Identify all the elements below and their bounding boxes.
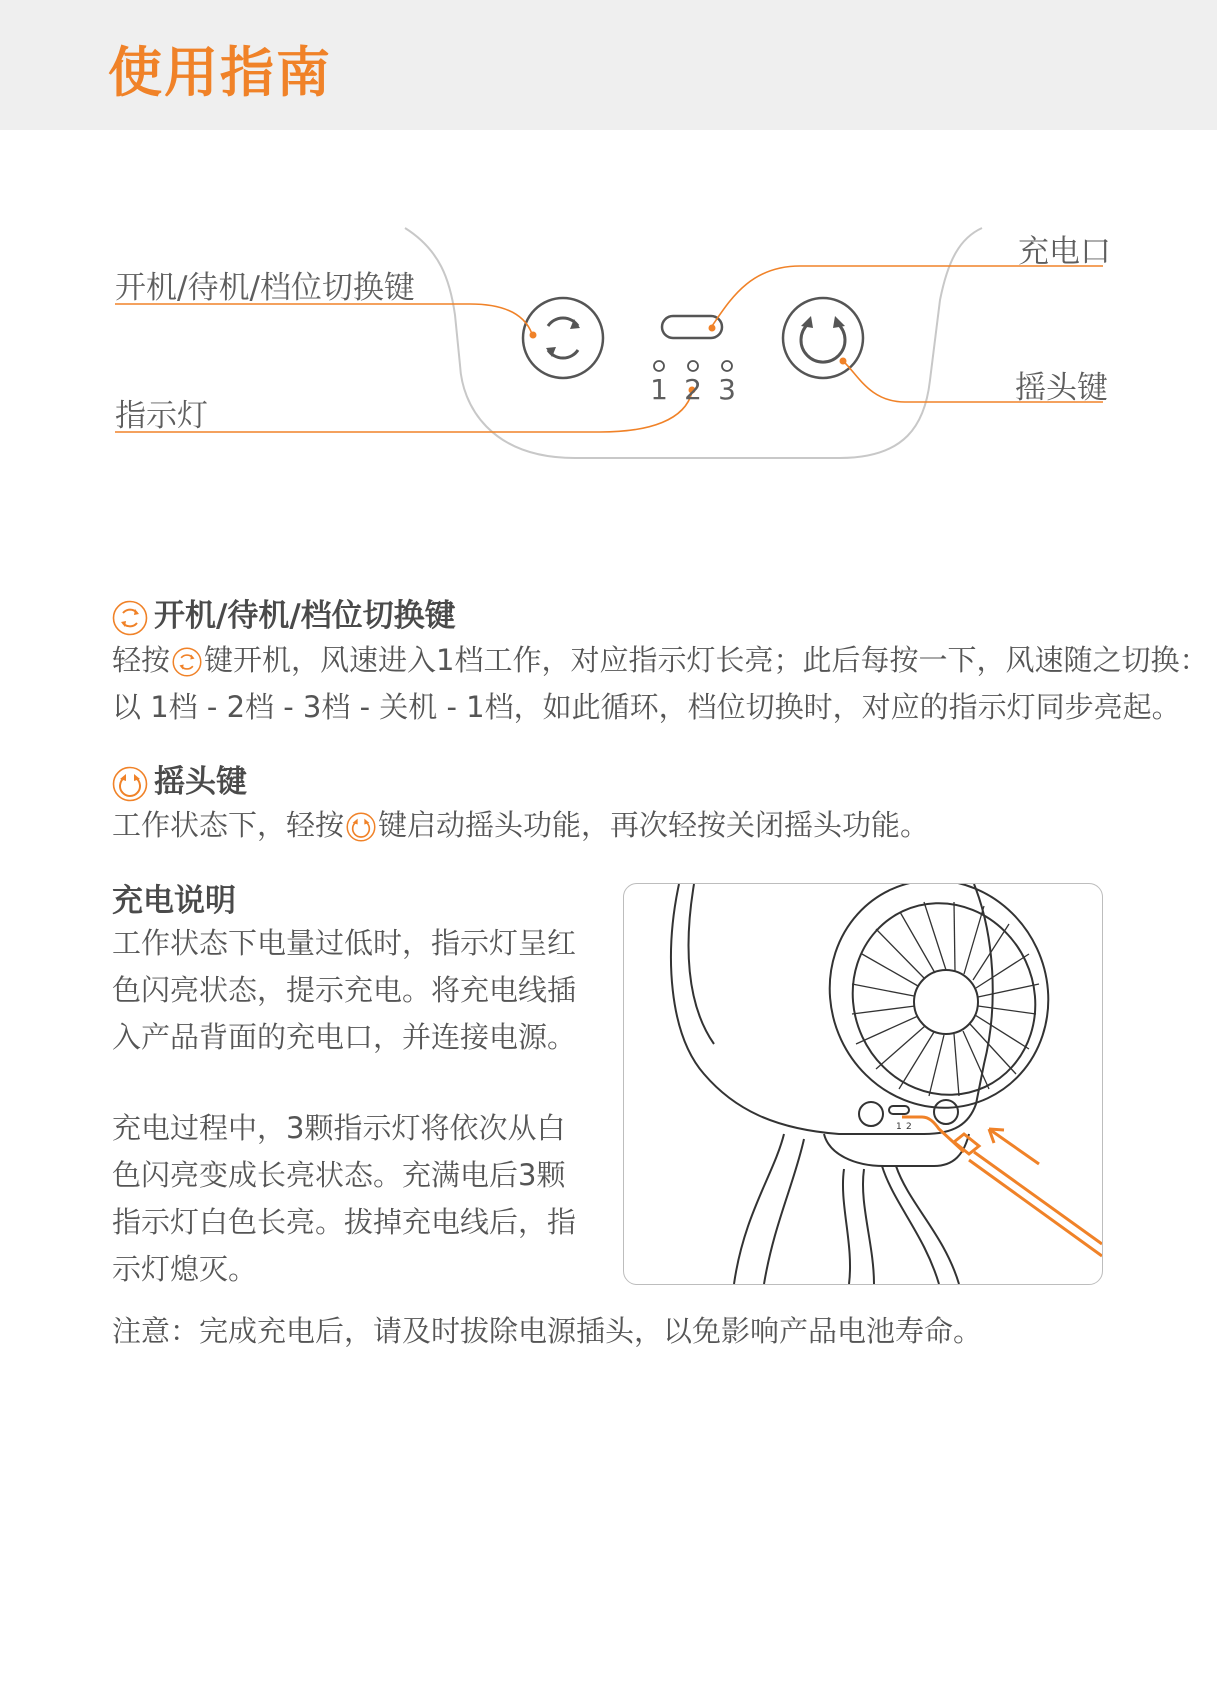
fan-line-art <box>624 884 1102 1284</box>
charging-p2-line: 色闪亮变成长亮状态。充满电后3颗 <box>112 1158 566 1192</box>
indicator-number-2: 2 <box>684 373 702 406</box>
charge-port-label: 充电口 <box>1018 234 1111 270</box>
charging-p1-line: 入产品背面的充电口，并连接电源。 <box>112 1020 577 1054</box>
charging-p2-line: 指示灯白色长亮。拔掉充电线后，指 <box>112 1205 577 1239</box>
power-desc-part-1: 轻按 <box>112 643 171 677</box>
charging-note: 注意：完成充电后，请及时拔除电源插头，以免影响产品电池寿命。 <box>112 1314 983 1348</box>
page-title: 使用指南 <box>108 41 332 104</box>
oscillate-icon <box>112 766 148 802</box>
oscillate-description <box>112 802 929 849</box>
indicator-number-1: 1 <box>650 373 668 406</box>
oscillate-icon <box>783 298 863 378</box>
oscillate-desc-part-2: 键启动摇头功能，再次轻按关闭摇头功能。 <box>378 808 930 842</box>
charging-p2-line: 示灯熄灭。 <box>112 1252 258 1286</box>
oscillate-icon <box>346 812 376 842</box>
power-switch-icon <box>523 298 603 378</box>
charging-p2-line: 充电过程中，3颗指示灯将依次从白 <box>112 1111 566 1145</box>
power-switch-icon <box>112 600 148 636</box>
charging-paragraph-1 <box>112 920 576 1061</box>
power-switch-icon <box>172 647 202 677</box>
power-section-title-text: 开机/待机/档位切换键 <box>154 598 456 634</box>
control-panel-diagram <box>0 130 1217 530</box>
charging-cable <box>902 1117 1102 1256</box>
charging-illustration <box>623 883 1103 1285</box>
oscillate-section-title-text: 摇头键 <box>154 764 247 800</box>
image-indicator-2: 2 <box>906 1122 912 1132</box>
power-desc-line-2: 以 1档 - 2档 - 3档 - 关机 - 1档，如此循环，档位切换时，对应的指示灯同步亮起。 <box>112 690 1181 724</box>
header-bar <box>0 0 1217 130</box>
charging-p1-line: 工作状态下电量过低时，指示灯呈红 <box>112 926 577 960</box>
charging-p1-line: 色闪亮状态，提示充电。将充电线插 <box>112 973 577 1007</box>
power-description <box>112 637 1208 731</box>
panel-outline <box>0 130 1217 530</box>
power-switch-label: 开机/待机/档位切换键 <box>115 270 415 306</box>
image-indicator-1: 1 <box>896 1122 902 1132</box>
power-desc-part-2: 键开机，风速进入1档工作，对应指示灯长亮；此后每按一下，风速随之切换： <box>204 643 1209 677</box>
oscillate-label: 摇头键 <box>1015 370 1108 406</box>
oscillate-section-title <box>112 756 247 802</box>
charging-paragraph-2 <box>112 1105 576 1293</box>
oscillate-desc-part-1: 工作状态下，轻按 <box>112 808 345 842</box>
indicator-number-3: 3 <box>718 373 736 406</box>
power-section-title <box>112 590 456 636</box>
charging-section-title: 充电说明 <box>112 883 236 919</box>
indicator-label: 指示灯 <box>115 398 208 434</box>
